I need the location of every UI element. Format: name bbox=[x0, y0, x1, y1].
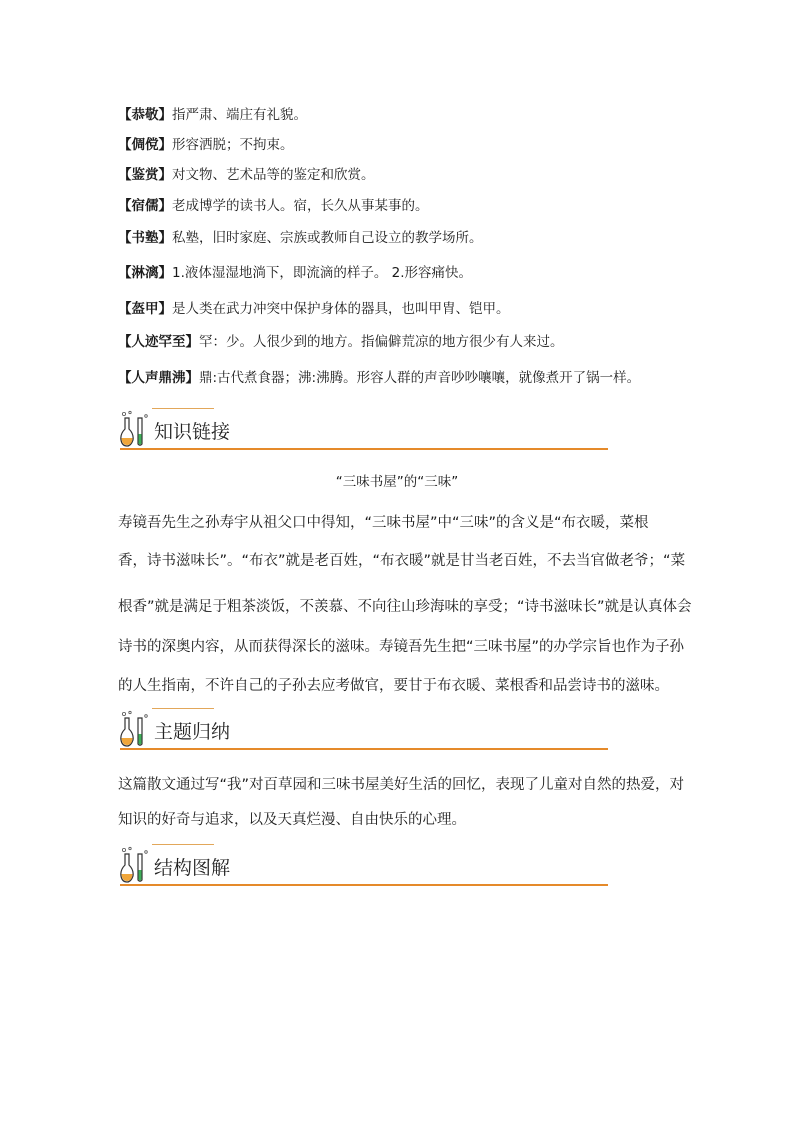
vocab-item bbox=[118, 166, 375, 184]
flask-icon bbox=[118, 710, 158, 750]
vocab-definition: 罕：少。人很少到的地方。指偏僻荒凉的地方很少有人来过。 bbox=[199, 334, 564, 350]
section-heading-theme bbox=[118, 708, 608, 756]
knowledge-subtitle: “三味书屋”的“三味” bbox=[335, 474, 459, 490]
vocab-definition: 1.液体湿湿地淌下，即流滴的样子。 2.形容痛快。 bbox=[172, 265, 473, 281]
vocab-term: 【恭敬】 bbox=[118, 107, 172, 123]
vocab-item bbox=[118, 229, 483, 247]
section-title: 结构图解 bbox=[154, 857, 231, 879]
vocab-item bbox=[118, 300, 510, 318]
vocab-item bbox=[118, 333, 564, 351]
heading-rule bbox=[120, 748, 608, 750]
vocab-item bbox=[118, 369, 640, 387]
vocab-definition: 指严肃、端庄有礼貌。 bbox=[172, 107, 307, 123]
vocab-definition: 鼎:古代煮食器；沸:沸腾。形容人群的声音吵吵嚷嚷，就像煮开了锅一样。 bbox=[199, 370, 641, 386]
vocab-term: 【盔甲】 bbox=[118, 301, 172, 317]
vocab-definition: 是人类在武力冲突中保护身体的器具，也叫甲胄、铠甲。 bbox=[172, 301, 510, 317]
heading-rule bbox=[120, 448, 608, 450]
vocab-item bbox=[118, 264, 472, 282]
section-title: 知识链接 bbox=[154, 421, 231, 443]
section-heading-structure bbox=[118, 844, 608, 892]
vocab-definition: 私塾，旧时家庭、宗族或教师自己设立的教学场所。 bbox=[172, 230, 483, 246]
section-heading-knowledge bbox=[118, 408, 608, 456]
vocab-definition: 对文物、艺术品等的鉴定和欣赏。 bbox=[172, 167, 375, 183]
vocab-term: 【鉴赏】 bbox=[118, 167, 172, 183]
vocab-term: 【人迹罕至】 bbox=[118, 334, 199, 350]
vocab-item bbox=[118, 136, 294, 154]
paragraph-line: 这篇散文通过写“我”对百草园和三味书屋美好生活的回忆，表现了儿童对自然的热爱，对 bbox=[118, 777, 685, 793]
vocab-term: 【书塾】 bbox=[118, 230, 172, 246]
vocab-definition: 形容洒脱；不拘束。 bbox=[172, 137, 294, 153]
paragraph-line: 的人生指南，不许自己的子孙去应考做官，要甘于布衣暖、菜根香和品尝诗书的滋味。 bbox=[118, 678, 669, 694]
flask-icon bbox=[118, 846, 158, 886]
section-title: 主题归纳 bbox=[154, 721, 231, 743]
heading-accent-line bbox=[152, 844, 214, 845]
heading-rule bbox=[120, 884, 608, 886]
flask-icon bbox=[118, 410, 158, 450]
paragraph-line: 香，诗书滋味长”。“布衣”就是老百姓，“布衣暖”就是甘当老百姓，不去当官做老爷；“菜 bbox=[118, 553, 686, 569]
heading-accent-line bbox=[152, 408, 214, 409]
vocab-item bbox=[118, 197, 429, 215]
vocab-definition: 老成博学的读书人。宿，长久从事某事的。 bbox=[172, 198, 429, 214]
vocab-term: 【淋漓】 bbox=[118, 265, 172, 281]
paragraph-line: 寿镜吾先生之孙寿宇从祖父口中得知，“三味书屋”中“三味”的含义是“布衣暖，菜根 bbox=[118, 515, 649, 531]
heading-accent-line bbox=[152, 708, 214, 709]
vocab-term: 【倜傥】 bbox=[118, 137, 172, 153]
paragraph-line: 知识的好奇与追求，以及天真烂漫、自由快乐的心理。 bbox=[118, 812, 466, 828]
vocab-term: 【人声鼎沸】 bbox=[118, 370, 199, 386]
paragraph-line: 根香”就是满足于粗茶淡饭，不羡慕、不向往山珍海味的享受；“诗书滋味长”就是认真体会 bbox=[118, 599, 692, 615]
paragraph-line: 诗书的深奥内容，从而获得深长的滋味。寿镜吾先生把“三味书屋”的办学宗旨也作为子孙 bbox=[118, 639, 685, 655]
vocab-item bbox=[118, 106, 307, 124]
vocab-term: 【宿儒】 bbox=[118, 198, 172, 214]
